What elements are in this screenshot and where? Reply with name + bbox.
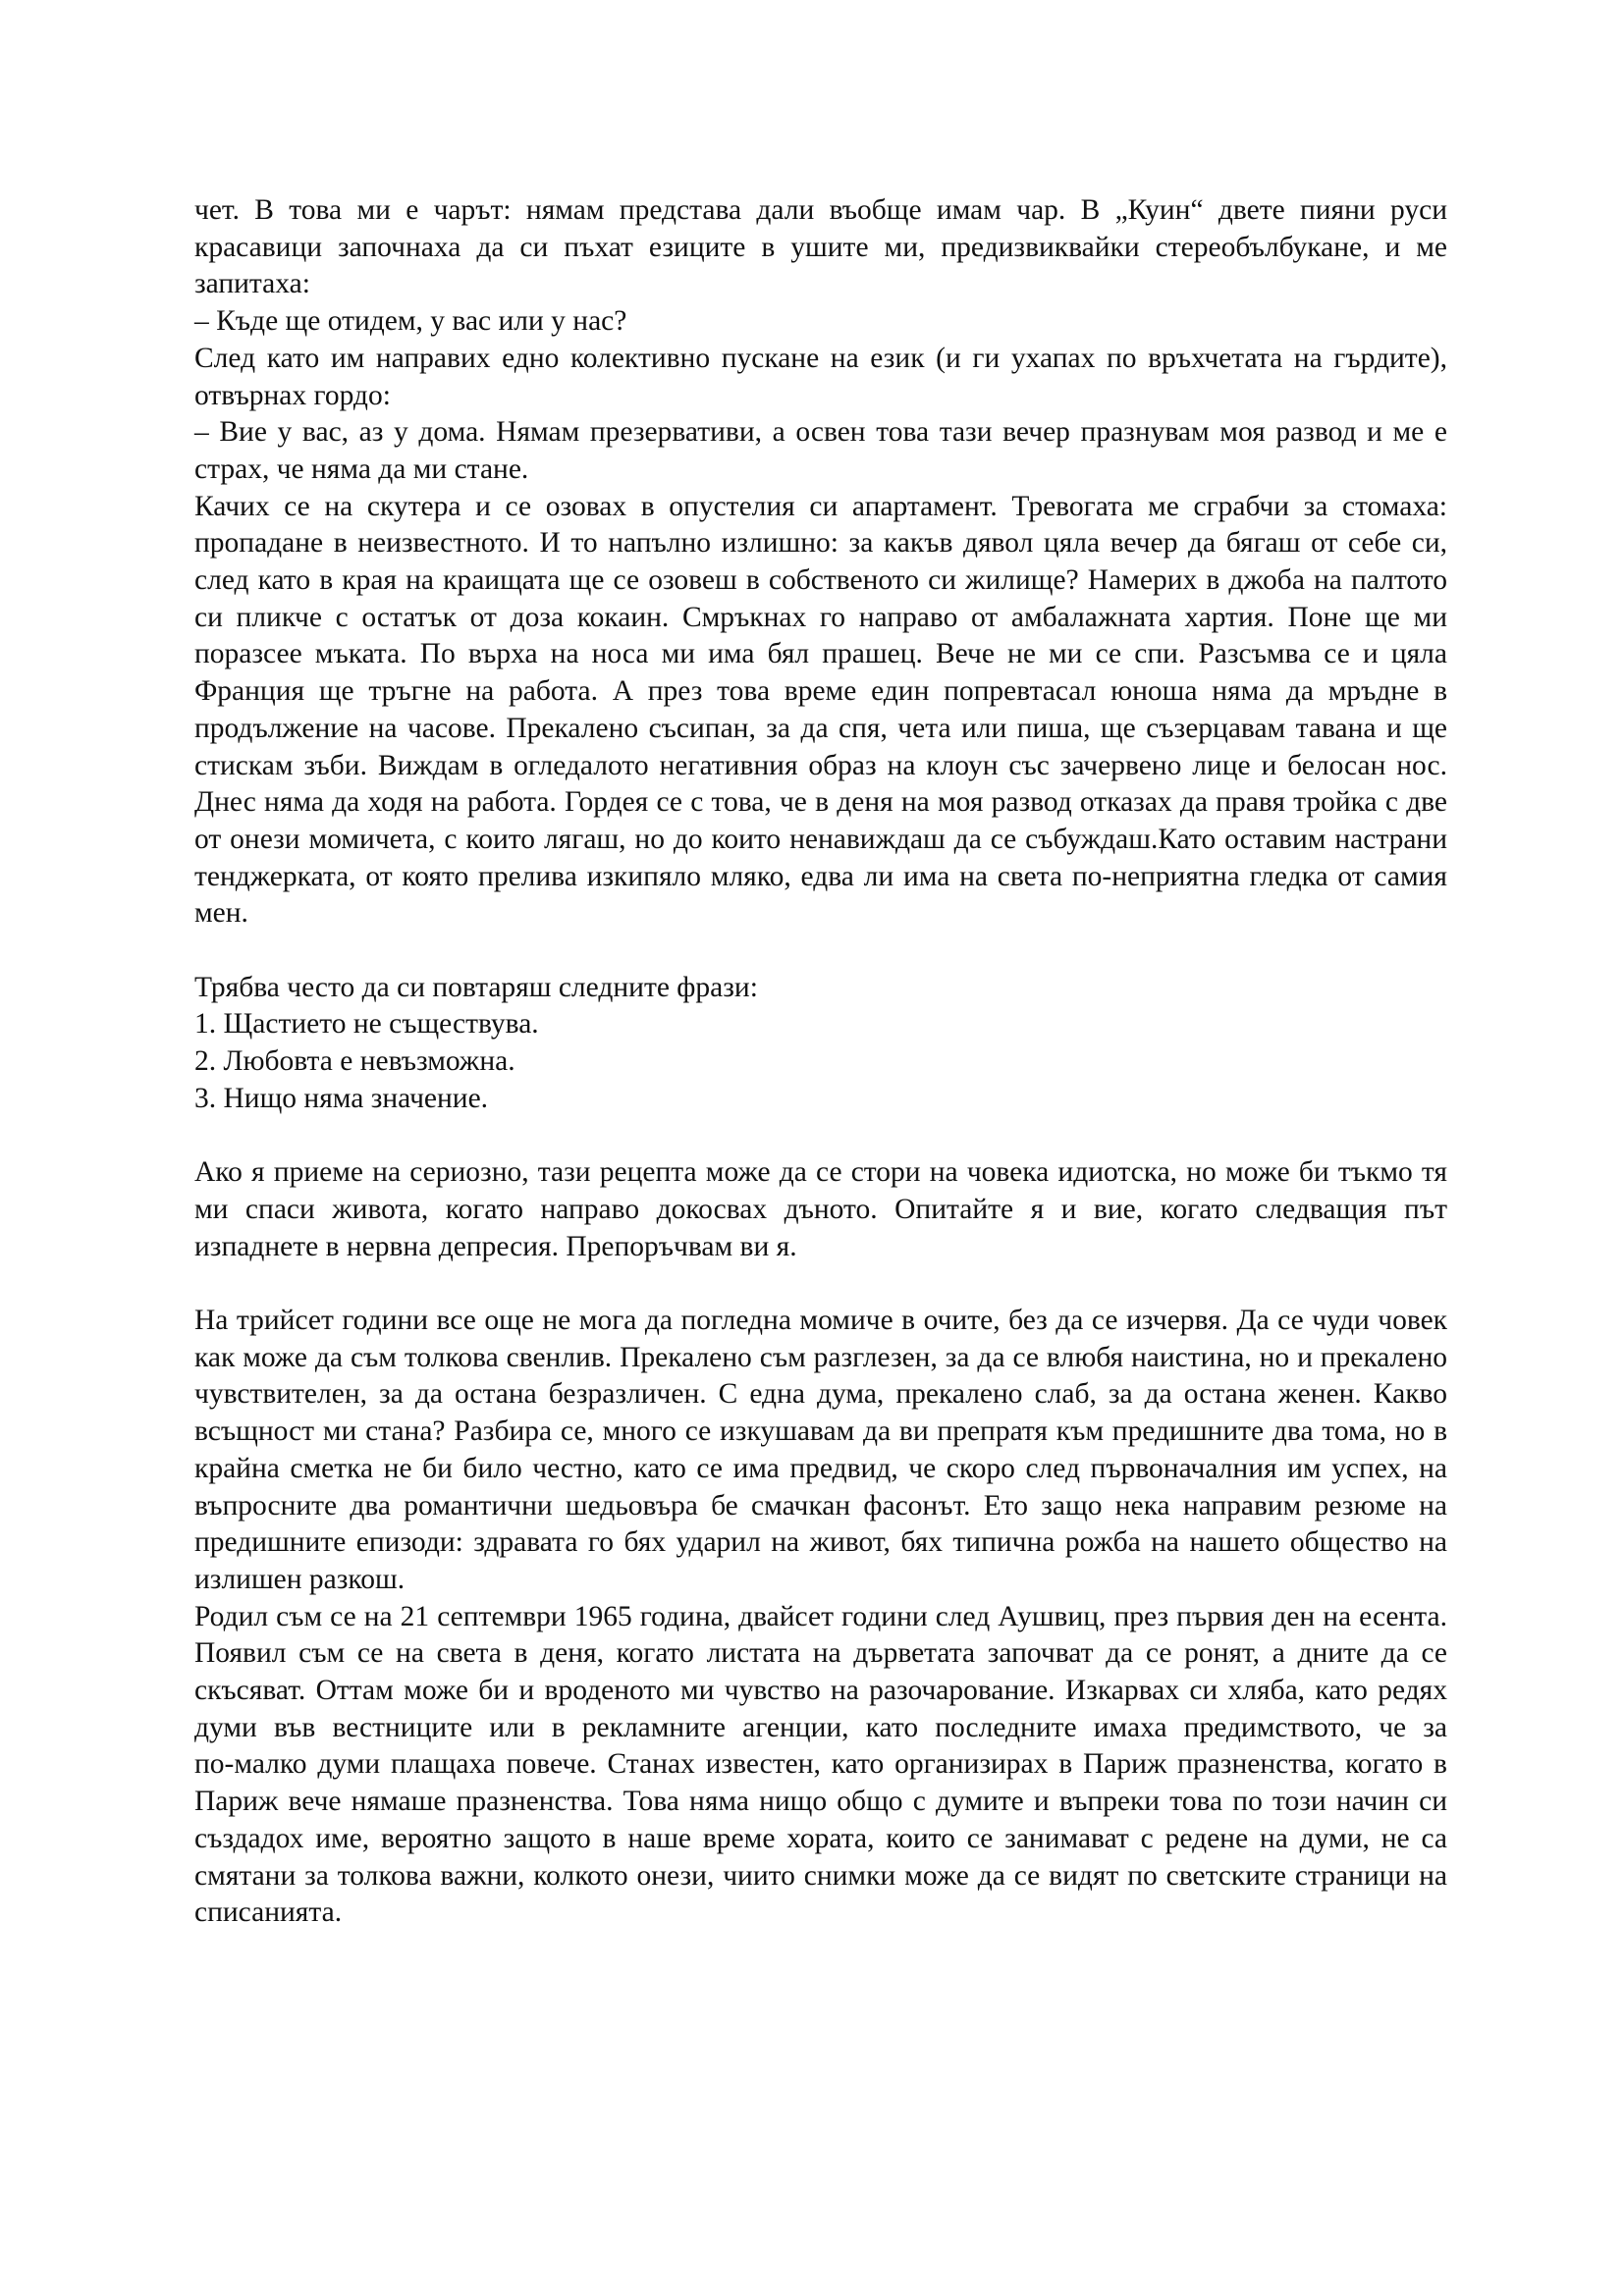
list-item: 1. Щастието не съществува. [194, 1008, 539, 1041]
paragraph: Ако я приеме на сериозно, тази рецепта може да се стори на човека идиотска, но може би тъкмо тя ми спаси живота, когато направо докосвах дъното. Опитайте я и вие, когато следващия път изпаднете в нервна депресия. Препоръчвам ви я. [194, 1156, 1447, 1262]
list-item: 2. Любовта е невъзможна. [194, 1045, 515, 1078]
paragraph: Качих се на скутера и се озовах в опустелия си апартамент. Тревогата ме сграбчи за стомаха: пропадане в неизвестното. И то напълно излишно: за какъв дявол цяла вечер да бягаш от себе си, след като в края на краищата ще се озовеш в собственото си жилище? Намерих в джоба на палтото си пликче с остатък от доза кокаин. Смръкнах го направо от амбалажната хартия. Поне ще ми поразсее мъката. По върха на носа ми има бял прашец. Вече не ми се спи. Разсъмва се и цяла Франция ще тръгне на работа. А през това време един попревтасал юноша няма да мръдне в продължение на часове. Прекалено съсипан, за да спя, чета или пиша, ще съзерцавам тавана и ще стискам зъби. Виждам в огледалото негативния образ на клоун със зачервено лице и белосан нос. Днес няма да ходя на работа. Гордея се с това, че в деня на моя развод отказах да правя тройка с две от онези момичета, с които лягаш, но до които ненавиждаш да се събуждаш.Като оставим настрани тенджерката, от която прелива изкипяло мляко, едва ли има на света по‑неприятна гледка от самия мен. [194, 490, 1447, 930]
paragraph-spacer [194, 1118, 1447, 1155]
list-intro: Трябва често да си повтаряш следните фрази: [194, 971, 758, 1003]
paragraph: Родил съм се на 21 септември 1965 година, двайсет години след Аушвиц, през първия ден на есента. Появил съм се на света в деня, когато листата на дърветата започват да се ронят, а дните да се скъсяват. Оттам може би и вроденото ми чувство на разочарование. Изкарвах си хляба, като редях думи във вестниците или в рекламните агенции, като последните имаха предимството, че за по‑малко думи плащаха повече. Станах известен, като организирах в Париж празненства, когато в Париж вече нямаше празненства. Това няма нищо общо с думите и въпреки това по този начин си създадох име, вероятно защото в наше време хората, които се занимават с редене на думи, не са смятани за толкова важни, колкото онези, чиито снимки може да се видят по светските страници на списанията. [194, 1600, 1447, 1929]
document-page [194, 192, 1447, 1932]
paragraph: чет. В това ми е чарът: нямам представа дали въобще имам чар. В „Куин“ двете пияни руси красавици започнаха да си пъхат езиците в ушите ми, предизвиквайки стереобълбукане, и ме запитаха: [194, 194, 1447, 300]
paragraph-spacer [194, 933, 1447, 970]
list-item: 3. Нищо няма значение. [194, 1082, 489, 1114]
dialogue-line: – Вие у вас, аз у дома. Нямам презервативи, а освен това тази вечер празнувам моя развод и ме е страх, че няма да ми стане. [194, 416, 1447, 485]
paragraph: На трийсет години все още не мога да погледна момиче в очите, без да се изчервя. Да се чуди човек как може да съм толкова свенлив. Прекалено съм разглезен, за да се влюбя наистина, но и прекалено чувствителен, за да остана безразличен. С една дума, прекалено слаб, за да остана женен. Какво всъщност ми стана? Разбира се, много се изкушавам да ви препратя към предишните два тома, но в крайна сметка не би било честно, като се има предвид, че скоро след първоначалния им успех, на въпросните два романтични шедьовъра бе смачкан фасонът. Ето защо нека направим резюме на предишните епизоди: здравата го бях ударил на живот, бях типична рожба на нашето общество на излишен разкош. [194, 1305, 1447, 1595]
paragraph-spacer [194, 1265, 1447, 1303]
dialogue-line: – Къде ще отидем, у вас или у нас? [194, 305, 627, 338]
paragraph: След като им направих едно колективно пускане на език (и ги ухапах по връхчетата на гърдите), отвърнах гордо: [194, 342, 1447, 411]
